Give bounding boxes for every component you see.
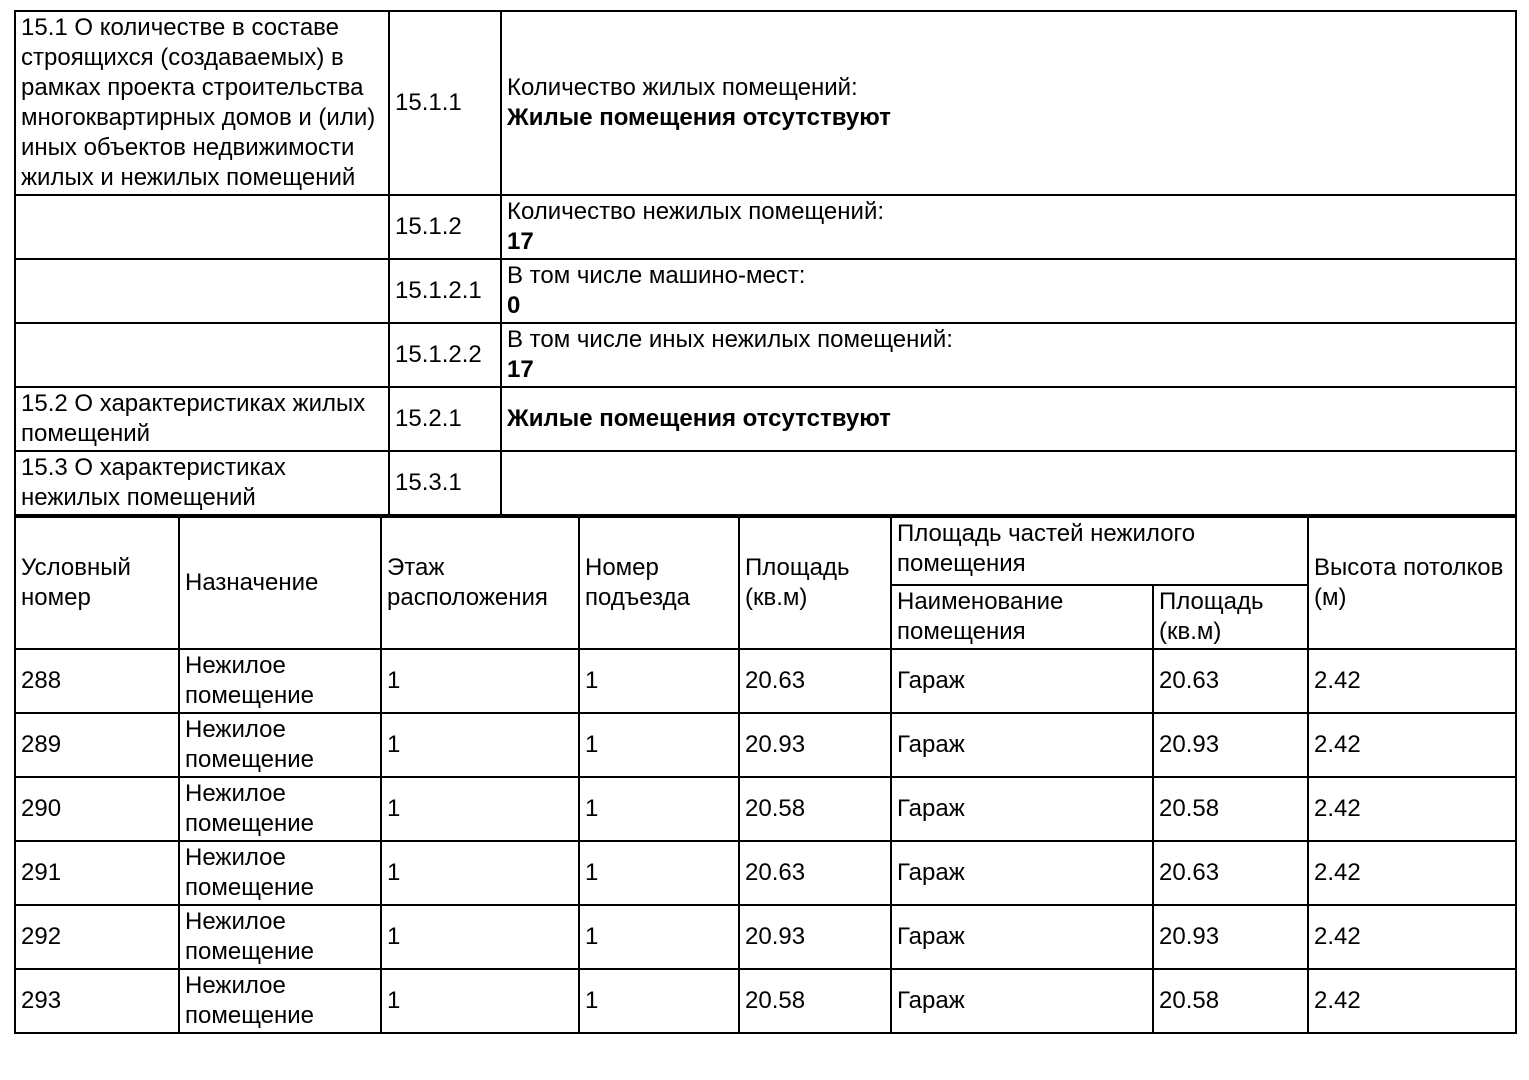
field-value: 17 bbox=[507, 228, 534, 255]
field-label: Количество жилых помещений: bbox=[507, 74, 858, 101]
item-code: 15.1.2 bbox=[389, 195, 501, 259]
section-label: 15.1 О количестве в составе строящихся (создаваемых) в рамках проекта строительства многоквартирных домов и (или) иных объектов недвижимости жилых и нежилых помещений bbox=[15, 11, 389, 195]
cell-ceiling-height: 2.42 bbox=[1308, 713, 1516, 777]
premises-row bbox=[15, 905, 1516, 969]
item-content bbox=[501, 259, 1516, 323]
item-content bbox=[501, 451, 1516, 515]
cell-floor: 1 bbox=[381, 905, 579, 969]
premises-table-body bbox=[15, 649, 1516, 1033]
item-code: 15.1.2.1 bbox=[389, 259, 501, 323]
field-value: Жилые помещения отсутствуют bbox=[507, 405, 891, 432]
field-label: В том числе иных нежилых помещений: bbox=[507, 326, 953, 353]
cell-part-name: Гараж bbox=[891, 905, 1153, 969]
cell-entrance: 1 bbox=[579, 777, 739, 841]
header-part-name: Наименование помещения bbox=[891, 585, 1153, 649]
cell-purpose: Нежилое помещение bbox=[179, 969, 381, 1033]
header-entrance: Номер подъезда bbox=[579, 517, 739, 649]
premises-header-row-top bbox=[15, 517, 1516, 585]
cell-ceiling-height: 2.42 bbox=[1308, 841, 1516, 905]
item-code: 15.1.1 bbox=[389, 11, 501, 195]
cell-entrance: 1 bbox=[579, 649, 739, 713]
cell-unit-number: 292 bbox=[15, 905, 179, 969]
premises-table-header bbox=[15, 517, 1516, 649]
cell-ceiling-height: 2.42 bbox=[1308, 649, 1516, 713]
cell-part-name: Гараж bbox=[891, 841, 1153, 905]
cell-unit-number: 293 bbox=[15, 969, 179, 1033]
cell-entrance: 1 bbox=[579, 969, 739, 1033]
cell-purpose: Нежилое помещение bbox=[179, 649, 381, 713]
cell-area: 20.63 bbox=[739, 649, 891, 713]
premises-row bbox=[15, 969, 1516, 1033]
section-label bbox=[15, 323, 389, 387]
header-floor: Этаж расположения bbox=[381, 517, 579, 649]
cell-part-name: Гараж bbox=[891, 969, 1153, 1033]
cell-part-area: 20.93 bbox=[1153, 713, 1308, 777]
cell-ceiling-height: 2.42 bbox=[1308, 777, 1516, 841]
cell-part-area: 20.58 bbox=[1153, 777, 1308, 841]
cell-area: 20.58 bbox=[739, 777, 891, 841]
field-value: 17 bbox=[507, 356, 534, 383]
premises-row bbox=[15, 649, 1516, 713]
cell-part-area: 20.63 bbox=[1153, 649, 1308, 713]
cell-area: 20.63 bbox=[739, 841, 891, 905]
cell-unit-number: 290 bbox=[15, 777, 179, 841]
header-unit-number: Условный номер bbox=[15, 517, 179, 649]
premises-row bbox=[15, 841, 1516, 905]
section-label bbox=[15, 259, 389, 323]
cell-floor: 1 bbox=[381, 969, 579, 1033]
section-label: 15.2 О характеристиках жилых помещений bbox=[15, 387, 389, 451]
item-code: 15.3.1 bbox=[389, 451, 501, 515]
cell-floor: 1 bbox=[381, 649, 579, 713]
cell-floor: 1 bbox=[381, 841, 579, 905]
declaration-row-15-1-2 bbox=[15, 195, 1516, 259]
field-value: Жилые помещения отсутствуют bbox=[507, 104, 891, 131]
cell-part-name: Гараж bbox=[891, 713, 1153, 777]
premises-row bbox=[15, 777, 1516, 841]
cell-area: 20.93 bbox=[739, 905, 891, 969]
item-code: 15.1.2.2 bbox=[389, 323, 501, 387]
premises-row bbox=[15, 713, 1516, 777]
header-part-area: Площадь (кв.м) bbox=[1153, 585, 1308, 649]
item-content bbox=[501, 323, 1516, 387]
cell-purpose: Нежилое помещение bbox=[179, 841, 381, 905]
cell-area: 20.93 bbox=[739, 713, 891, 777]
cell-ceiling-height: 2.42 bbox=[1308, 905, 1516, 969]
header-parts-group: Площадь частей нежилого помещения bbox=[891, 517, 1308, 585]
cell-part-area: 20.58 bbox=[1153, 969, 1308, 1033]
item-code: 15.2.1 bbox=[389, 387, 501, 451]
declaration-row-15-1-2-2 bbox=[15, 323, 1516, 387]
premises-table bbox=[14, 516, 1517, 1034]
cell-part-name: Гараж bbox=[891, 777, 1153, 841]
header-purpose: Назначение bbox=[179, 517, 381, 649]
header-ceiling-height: Высота потолков (м) bbox=[1308, 517, 1516, 649]
cell-unit-number: 288 bbox=[15, 649, 179, 713]
section-label: 15.3 О характеристиках нежилых помещений bbox=[15, 451, 389, 515]
cell-unit-number: 291 bbox=[15, 841, 179, 905]
cell-unit-number: 289 bbox=[15, 713, 179, 777]
cell-floor: 1 bbox=[381, 777, 579, 841]
field-label: Количество нежилых помещений: bbox=[507, 198, 885, 225]
declaration-table-body bbox=[15, 11, 1516, 515]
declaration-row-15-3-1 bbox=[15, 451, 1516, 515]
cell-area: 20.58 bbox=[739, 969, 891, 1033]
header-area: Площадь (кв.м) bbox=[739, 517, 891, 649]
declaration-row-15-1-1 bbox=[15, 11, 1516, 195]
cell-purpose: Нежилое помещение bbox=[179, 713, 381, 777]
declaration-row-15-2-1 bbox=[15, 387, 1516, 451]
item-content bbox=[501, 195, 1516, 259]
item-content bbox=[501, 387, 1516, 451]
cell-purpose: Нежилое помещение bbox=[179, 905, 381, 969]
cell-entrance: 1 bbox=[579, 841, 739, 905]
declaration-table bbox=[14, 10, 1517, 516]
section-label bbox=[15, 195, 389, 259]
cell-entrance: 1 bbox=[579, 713, 739, 777]
cell-part-area: 20.63 bbox=[1153, 841, 1308, 905]
cell-entrance: 1 bbox=[579, 905, 739, 969]
cell-part-name: Гараж bbox=[891, 649, 1153, 713]
declaration-row-15-1-2-1 bbox=[15, 259, 1516, 323]
cell-ceiling-height: 2.42 bbox=[1308, 969, 1516, 1033]
cell-part-area: 20.93 bbox=[1153, 905, 1308, 969]
cell-purpose: Нежилое помещение bbox=[179, 777, 381, 841]
field-label: В том числе машино-мест: bbox=[507, 262, 806, 289]
field-value: 0 bbox=[507, 292, 521, 319]
item-content bbox=[501, 11, 1516, 195]
cell-floor: 1 bbox=[381, 713, 579, 777]
